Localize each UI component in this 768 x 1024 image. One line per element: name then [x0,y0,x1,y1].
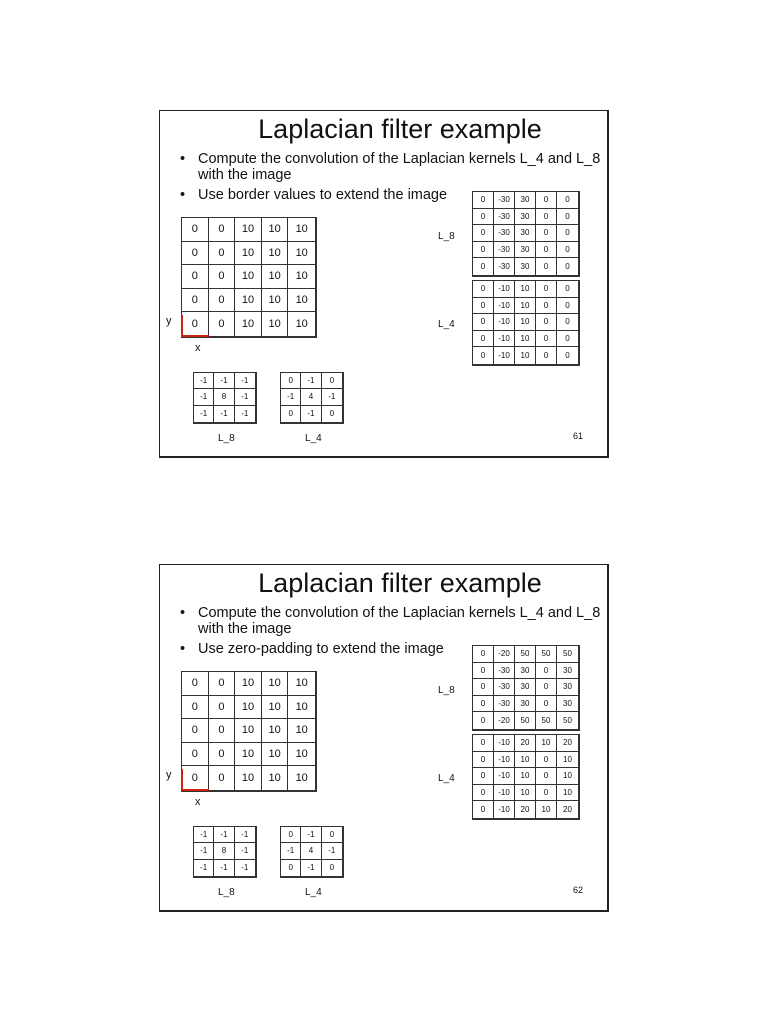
page-number: 61 [573,431,584,441]
grid-cell: 0 [329,409,335,419]
grid-cell: 10 [515,281,536,298]
grid-cell: 0 [473,281,494,298]
grid-cell: 0 [209,696,236,720]
result-l4-label: L_4 [438,773,455,784]
kernel-l4-label: L_4 [305,433,322,444]
grid-cell: 50 [515,646,536,663]
kernel-l8-label: L_8 [218,433,235,444]
grid-cell: 10 [515,752,536,769]
origin-axis-marker [181,315,209,337]
grid-cell: -1 [322,389,342,405]
grid-cell: 10 [235,672,262,696]
grid-cell: -10 [494,298,515,315]
grid-cell: 0 [557,192,578,209]
grid-cell: 20 [563,805,572,815]
grid-cell: -1 [281,389,301,405]
grid-cell: 20 [515,735,536,752]
grid-cell: 10 [235,265,262,289]
grid-cell: 0 [281,406,301,422]
grid-cell: 0 [209,743,236,767]
grid-cell: 0 [473,298,494,315]
grid-cell: 10 [288,719,315,743]
grid-cell: 10 [235,218,262,242]
grid-cell: 0 [473,712,494,729]
grid-cell: 30 [515,679,536,696]
grid-cell: 0 [536,242,557,259]
grid-cell: -1 [301,406,321,422]
grid-cell: 0 [536,225,557,242]
grid-cell: 10 [515,314,536,331]
grid-cell: -1 [194,389,214,405]
grid-cell: -20 [494,646,515,663]
grid-cell: 10 [295,772,308,785]
grid-cell: 0 [182,218,209,242]
kernel-l4-label: L_4 [305,887,322,898]
grid-cell: -1 [241,863,249,873]
grid-cell: 10 [262,242,289,266]
grid-cell: 0 [473,258,494,275]
grid-cell: 0 [557,298,578,315]
grid-cell: 8 [214,389,234,405]
grid-cell: 0 [209,672,236,696]
grid-cell: 0 [182,719,209,743]
grid-cell: 10 [536,735,557,752]
grid-cell: -30 [494,225,515,242]
grid-cell: 0 [322,373,342,389]
result-l8-grid [472,645,580,731]
grid-cell: -30 [494,192,515,209]
grid-cell: 0 [557,209,578,226]
bullet-item: • Compute the convolution of the Laplacian kernels L_4 and L_8 with the image [180,605,618,637]
grid-cell: 0 [182,265,209,289]
grid-cell: -30 [494,696,515,713]
grid-cell: 0 [565,262,570,272]
grid-cell: -1 [214,406,234,422]
y-axis-label: y [166,315,172,327]
grid-cell: 0 [209,719,236,743]
grid-cell: 10 [515,347,536,364]
grid-cell: 0 [209,289,236,313]
grid-cell: 0 [536,663,557,680]
grid-cell: -30 [494,679,515,696]
grid-cell: 10 [515,298,536,315]
grid-cell: 10 [515,768,536,785]
grid-cell: 30 [557,679,578,696]
grid-cell: 50 [515,712,536,729]
result-l8-label: L_8 [438,685,455,696]
grid-cell: -10 [494,314,515,331]
grid-cell: 10 [515,785,536,802]
bullet-item: • Compute the convolution of the Laplacian kernels L_4 and L_8 with the image [180,151,618,183]
grid-cell: 10 [288,672,315,696]
grid-cell: 10 [262,289,289,313]
grid-cell: 30 [515,192,536,209]
grid-cell: 0 [473,801,494,818]
grid-cell: 0 [182,312,209,336]
grid-cell: 30 [515,225,536,242]
grid-cell: 10 [288,696,315,720]
grid-cell: 10 [235,289,262,313]
grid-cell: 0 [557,331,578,348]
grid-cell: 0 [473,331,494,348]
grid-cell: 50 [557,646,578,663]
grid-cell: 0 [536,785,557,802]
grid-cell: 0 [557,242,578,259]
grid-cell: 30 [515,209,536,226]
grid-cell: -1 [235,843,255,859]
grid-cell: 10 [515,331,536,348]
grid-cell: 0 [536,314,557,331]
grid-cell: 30 [557,663,578,680]
grid-cell: 0 [536,679,557,696]
x-axis-label: x [195,796,201,808]
slide-62 [159,564,609,912]
grid-cell: 0 [473,192,494,209]
grid-cell: 0 [473,785,494,802]
grid-cell: 0 [281,860,301,876]
grid-cell: 10 [235,696,262,720]
grid-cell: 20 [557,735,578,752]
grid-cell: 10 [262,719,289,743]
grid-cell: 10 [536,801,557,818]
grid-cell: 0 [473,696,494,713]
grid-cell: 10 [288,265,315,289]
grid-cell: -1 [214,373,234,389]
grid-cell: 0 [536,331,557,348]
grid-cell: 0 [565,351,570,361]
grid-cell: 0 [536,768,557,785]
grid-cell: 10 [288,289,315,313]
slide-title: Laplacian filter example [258,114,542,144]
slide-title: Laplacian filter example [258,568,542,598]
grid-cell: -10 [494,735,515,752]
grid-cell: 0 [182,766,209,790]
grid-cell: -10 [494,768,515,785]
grid-cell: 0 [557,281,578,298]
grid-cell: 10 [262,312,289,336]
grid-cell: 10 [262,672,289,696]
grid-cell: -1 [194,827,214,843]
page-number: 62 [573,885,584,895]
grid-cell: 10 [557,752,578,769]
kernel-l4-grid [280,372,344,424]
grid-cell: 10 [288,743,315,767]
result-l4-grid [472,734,580,820]
result-l4-label: L_4 [438,319,455,330]
grid-cell: 0 [209,218,236,242]
grid-cell: 0 [536,209,557,226]
grid-cell: 10 [262,696,289,720]
result-l8-label: L_8 [438,231,455,242]
grid-cell: 10 [288,242,315,266]
origin-axis-marker [181,769,209,791]
kernel-l4-grid [280,826,344,878]
grid-cell: 30 [557,696,578,713]
grid-cell: 0 [209,265,236,289]
grid-cell: 0 [182,696,209,720]
grid-cell: 4 [301,843,321,859]
grid-cell: 0 [536,192,557,209]
grid-cell: 50 [536,712,557,729]
grid-cell: 20 [515,801,536,818]
grid-cell: 0 [557,314,578,331]
grid-cell: 0 [536,752,557,769]
grid-cell: -1 [194,373,214,389]
grid-cell: 0 [473,347,494,364]
grid-cell: 0 [536,347,557,364]
grid-cell: -1 [301,373,321,389]
bullet-item: • Use zero-padding to extend the image [180,641,618,657]
grid-cell: 0 [209,766,236,790]
grid-cell: -1 [194,406,214,422]
grid-cell: -1 [301,860,321,876]
grid-cell: 50 [563,716,572,726]
grid-cell: 10 [235,242,262,266]
grid-cell: 10 [557,785,578,802]
grid-cell: 10 [235,743,262,767]
grid-cell: 0 [473,225,494,242]
grid-cell: 10 [557,768,578,785]
grid-cell: 4 [301,389,321,405]
grid-cell: 0 [209,312,236,336]
grid-cell: 10 [262,743,289,767]
grid-cell: -30 [494,242,515,259]
grid-cell: 0 [329,863,335,873]
grid-cell: 30 [515,663,536,680]
kernel-l8-label: L_8 [218,887,235,898]
grid-cell: 30 [515,242,536,259]
grid-cell: 10 [262,218,289,242]
grid-cell: 0 [182,242,209,266]
grid-cell: 0 [473,314,494,331]
grid-cell: -1 [301,827,321,843]
grid-cell: -1 [194,860,214,876]
grid-cell: -10 [494,752,515,769]
grid-cell: 10 [262,265,289,289]
grid-cell: -20 [494,712,515,729]
slide-61 [159,110,609,458]
grid-cell: -10 [494,785,515,802]
grid-cell: 0 [536,281,557,298]
grid-cell: 0 [473,242,494,259]
grid-cell: 0 [473,752,494,769]
grid-cell: 0 [536,298,557,315]
grid-cell: 0 [182,743,209,767]
grid-cell: 0 [473,679,494,696]
grid-cell: 10 [295,318,308,331]
grid-cell: 0 [473,768,494,785]
grid-cell: -1 [281,843,301,859]
grid-cell: -30 [494,258,515,275]
grid-cell: 30 [515,258,536,275]
grid-cell: -30 [494,663,515,680]
bullet-item: • Use border values to extend the image [180,187,618,203]
x-axis-label: x [195,342,201,354]
grid-cell: -1 [194,843,214,859]
grid-cell: 0 [473,663,494,680]
grid-cell: 8 [214,843,234,859]
grid-cell: 0 [182,672,209,696]
grid-cell: 0 [473,209,494,226]
kernel-l8-grid [193,372,257,424]
grid-cell: 10 [262,766,289,790]
grid-cell: -1 [322,843,342,859]
grid-cell: 10 [235,719,262,743]
grid-cell: 0 [182,289,209,313]
grid-cell: 30 [515,696,536,713]
grid-cell: 10 [288,218,315,242]
grid-cell: 10 [235,766,262,790]
grid-cell: -30 [494,209,515,226]
grid-cell: -1 [214,860,234,876]
grid-cell: 0 [536,696,557,713]
grid-cell: 10 [235,312,262,336]
grid-cell: 0 [281,373,301,389]
grid-cell: -1 [235,389,255,405]
grid-cell: -10 [494,281,515,298]
grid-cell: -1 [235,827,255,843]
grid-cell: -1 [235,373,255,389]
result-l8-grid [472,191,580,277]
grid-cell: 50 [536,646,557,663]
kernel-l8-grid [193,826,257,878]
grid-cell: 0 [557,225,578,242]
result-l4-grid [472,280,580,366]
grid-cell: -10 [494,801,515,818]
grid-cell: -10 [494,347,515,364]
grid-cell: 0 [473,735,494,752]
grid-cell: -1 [214,827,234,843]
grid-cell: 0 [209,242,236,266]
grid-cell: -1 [241,409,249,419]
grid-cell: 0 [322,827,342,843]
grid-cell: 0 [536,258,557,275]
grid-cell: 0 [473,646,494,663]
grid-cell: 0 [281,827,301,843]
y-axis-label: y [166,769,172,781]
grid-cell: -10 [494,331,515,348]
